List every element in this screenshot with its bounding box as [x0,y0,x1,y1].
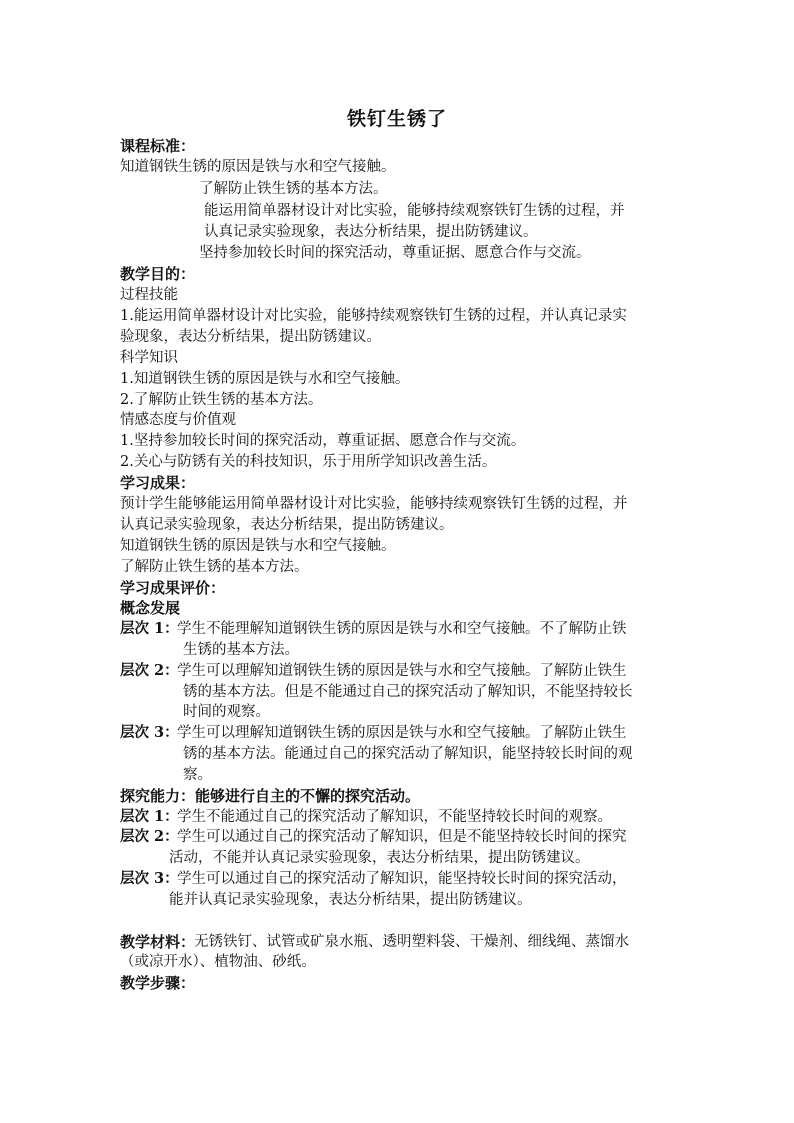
concept-development-heading: 概念发展 [120,599,181,617]
process-skills-label: 过程技能 [120,287,178,303]
goal-line: 1.坚持参加较长时间的探究活动，尊重证据、愿意合作与交流。 [120,433,526,449]
outcome-line: 认真记录实验现象，表达分析结果，提出防锈建议。 [120,517,454,533]
level-label: 层次 1： [120,620,179,637]
outcome-line: 了解防止铁生锈的基本方法。 [120,559,309,575]
level-line: 生锈的基本方法。 [183,642,299,658]
materials-label: 教学材料： [120,933,196,951]
level-label: 层次 2： [120,828,179,845]
level-label: 层次 2： [120,662,179,679]
curriculum-standard-line: 了解防止铁生锈的基本方法。 [199,181,388,197]
goal-line: 验现象，表达分析结果，提出防锈建议。 [120,329,381,345]
level-line: 学生不能理解知道钢铁生锈的原因是铁与水和空气接触。不了解防止铁 [177,621,627,637]
level-label: 层次 3： [120,724,179,741]
inquiry-ability-heading: 探究能力：能够进行自主的不懈的探究活动。 [120,787,421,805]
curriculum-standard-line: 坚持参加较长时间的探究活动，尊重证据、愿意合作与交流。 [199,245,591,261]
outcome-line: 预计学生能够能运用简单器材设计对比实验，能够持续观察铁钉生锈的过程，并 [120,496,628,512]
materials-line: （或凉开水）、植物油、砂纸。 [120,954,316,970]
level-line: 学生可以理解知道钢铁生锈的原因是铁与水和空气接触。了解防止铁生 [177,663,627,679]
level-line: 锈的基本方法。但是不能通过自己的探究活动了解知识，不能坚持较长 [183,684,633,700]
teaching-steps-heading: 教学步骤： [120,974,196,992]
curriculum-standard-line: 能运用简单器材设计对比实验，能够持续观察铁钉生锈的过程，并 [204,203,625,219]
learning-outcomes-heading: 学习成果： [120,474,196,492]
level-line: 活动，不能并认真记录实验现象，表达分析结果，提出防锈建议。 [169,850,590,866]
level-line: 学生不能通过自己的探究活动了解知识，不能坚持较长时间的观察。 [177,809,612,825]
goal-line: 2.了解防止铁生锈的基本方法。 [120,392,323,408]
goal-line: 2.关心与防锈有关的科技知识，乐于用所学知识改善生活。 [120,454,497,470]
level-line: 时间的观察。 [183,704,270,720]
curriculum-standards-heading: 课程标准： [120,137,196,155]
outcome-line: 知道钢铁生锈的原因是铁与水和空气接触。 [120,538,396,554]
level-line: 学生可以理解知道钢铁生锈的原因是铁与水和空气接触。了解防止铁生 [177,725,627,741]
materials-line: 无锈铁钉、试管或矿泉水瓶、透明塑料袋、干燥剂、细线绳、蒸馏水 [194,934,629,950]
curriculum-standard-line: 知道钢铁生锈的原因是铁与水和空气接触。 [120,159,396,175]
outcome-evaluation-heading: 学习成果评价： [120,579,226,597]
teaching-goals-heading: 教学目的： [120,265,196,283]
level-line: 能并认真记录实验现象，表达分析结果，提出防锈建议。 [169,892,532,908]
attitudes-label: 情感态度与价值观 [120,412,236,428]
goal-line: 1.能运用简单器材设计对比实验，能够持续观察铁钉生锈的过程，并认真记录实 [120,308,627,324]
level-line: 学生可以通过自己的探究活动了解知识，能坚持较长时间的探究活动， [177,871,627,887]
document-title: 铁钉生锈了 [346,108,447,130]
level-line: 察。 [183,767,212,783]
goal-line: 1.知道钢铁生锈的原因是铁与水和空气接触。 [120,371,410,387]
curriculum-standard-line: 认真记录实验现象，表达分析结果，提出防锈建议。 [204,224,538,240]
level-line: 锈的基本方法。能通过自己的探究活动了解知识，能坚持较长时间的观 [183,746,633,762]
level-line: 学生可以通过自己的探究活动了解知识，但是不能坚持较长时间的探究 [177,829,627,845]
level-label: 层次 1： [120,808,179,825]
science-knowledge-label: 科学知识 [120,350,178,366]
level-label: 层次 3： [120,870,179,887]
